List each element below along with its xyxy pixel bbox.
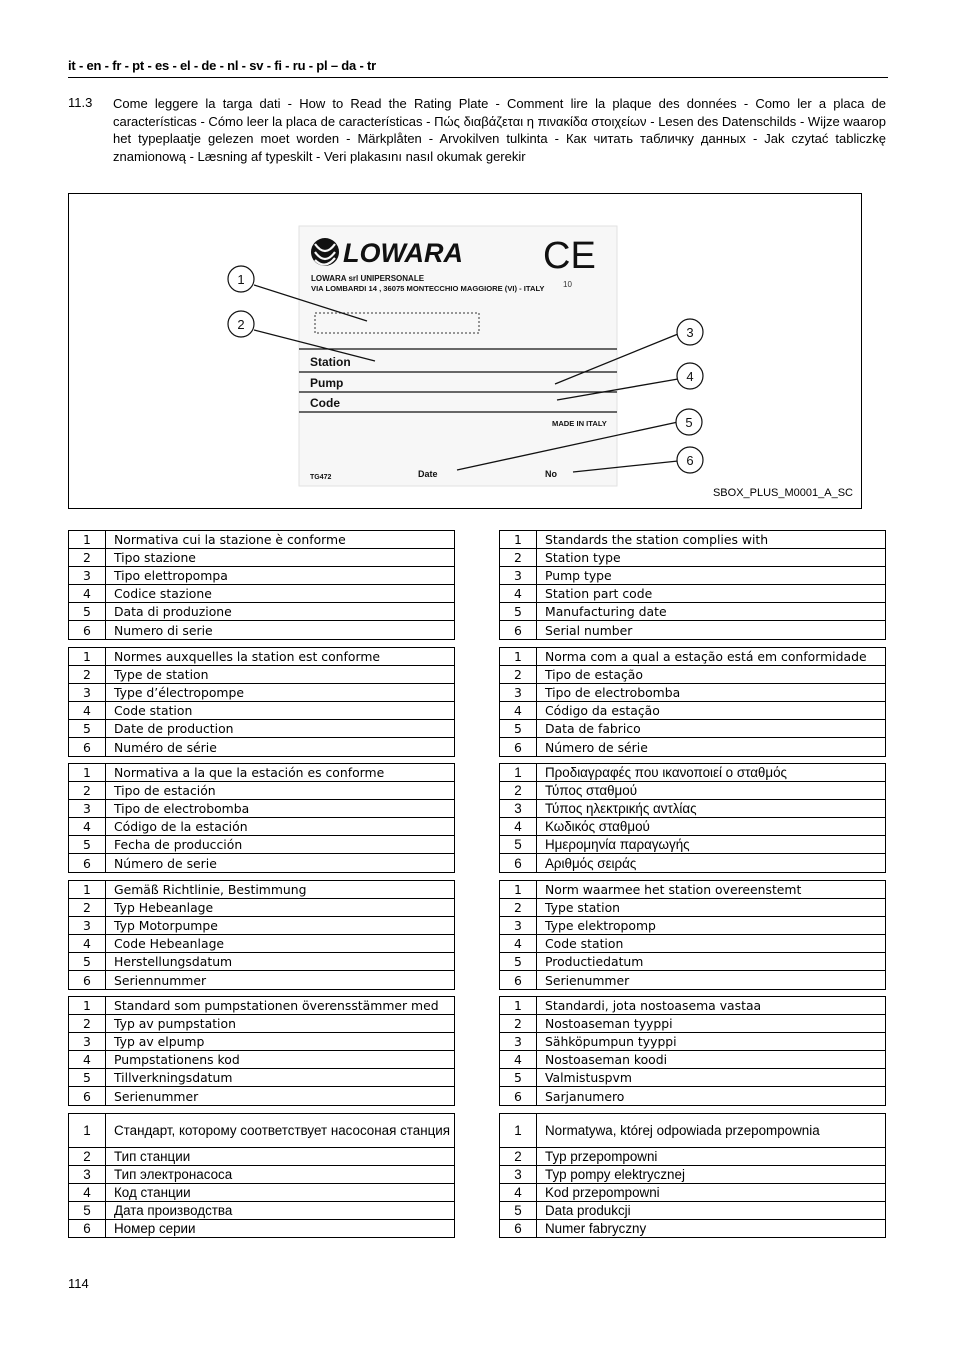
row-label: Tipo de estación	[106, 782, 455, 800]
row-number: 1	[500, 881, 537, 899]
table-pl	[499, 1113, 886, 1238]
row-number: 2	[69, 1148, 106, 1166]
row-number: 3	[69, 567, 106, 585]
row-number: 3	[500, 684, 537, 702]
table-row	[69, 702, 455, 720]
row-number: 4	[69, 702, 106, 720]
row-number: 3	[500, 567, 537, 585]
table-row	[69, 684, 455, 702]
table-row	[500, 1087, 886, 1105]
table-row	[69, 997, 455, 1015]
table-row	[500, 800, 886, 818]
row-label: Data de fabrico	[537, 720, 886, 738]
table-row	[69, 1202, 455, 1220]
row-label: Código de la estación	[106, 818, 455, 836]
row-label: Data di produzione	[106, 603, 455, 621]
row-label: Seriennummer	[106, 971, 455, 989]
table-row	[500, 935, 886, 953]
row-number: 4	[69, 935, 106, 953]
table-row	[69, 720, 455, 738]
row-number: 4	[500, 1184, 537, 1202]
figure-code: SBOX_PLUS_M0001_A_SC	[712, 487, 853, 499]
table-row	[69, 585, 455, 603]
row-number: 3	[500, 917, 537, 935]
table-row	[69, 531, 455, 549]
row-label: Tipo elettropompa	[106, 567, 455, 585]
row-label: Valmistuspvm	[537, 1069, 886, 1087]
row-label: Стандарт, которому соответствует насосоная станция	[106, 1114, 455, 1148]
table-row	[69, 764, 455, 782]
rating-plate-drawing	[69, 194, 863, 510]
table-row	[500, 603, 886, 621]
row-label: Ημερομηνία παραγωγής	[537, 836, 886, 854]
row-label: Numer fabryczny	[537, 1220, 886, 1238]
lowara-logo-icon	[311, 238, 339, 266]
table-row	[500, 1148, 886, 1166]
table-row	[500, 836, 886, 854]
row-number: 4	[69, 1184, 106, 1202]
table-row	[69, 800, 455, 818]
row-label: Code station	[537, 935, 886, 953]
row-number: 2	[69, 549, 106, 567]
table-row	[500, 666, 886, 684]
callout-3-label: 3	[686, 325, 694, 340]
table-row	[69, 1114, 455, 1148]
table-row	[69, 899, 455, 917]
header-divider	[68, 77, 888, 78]
row-label: Typ av pumpstation	[106, 1015, 455, 1033]
row-label: Numero di serie	[106, 621, 455, 639]
row-number: 1	[500, 1114, 537, 1148]
table-fr	[68, 647, 455, 757]
row-label: Typ av elpump	[106, 1033, 455, 1051]
row-number: 3	[500, 800, 537, 818]
table-row	[69, 971, 455, 989]
row-label: Nostoaseman tyyppi	[537, 1015, 886, 1033]
row-number: 5	[500, 953, 537, 971]
row-number: 2	[69, 782, 106, 800]
row-number: 1	[500, 648, 537, 666]
row-number: 1	[500, 997, 537, 1015]
row-label: Pumpstationens kod	[106, 1051, 455, 1069]
row-label: Serial number	[537, 621, 886, 639]
row-number: 3	[69, 1166, 106, 1184]
table-row	[69, 818, 455, 836]
row-label: Gemäß Richtlinie, Bestimmung	[106, 881, 455, 899]
row-number: 2	[500, 899, 537, 917]
row-number: 4	[69, 585, 106, 603]
row-number: 2	[500, 1015, 537, 1033]
row-label: Standards the station complies with	[537, 531, 886, 549]
table-row	[500, 738, 886, 756]
row-number: 1	[69, 1114, 106, 1148]
plate-field-code: Code	[310, 396, 340, 410]
table-row	[500, 1184, 886, 1202]
row-label: Data produkcji	[537, 1202, 886, 1220]
section-number: 11.3	[68, 95, 93, 110]
row-label: Standardi, jota nostoasema vastaa	[537, 997, 886, 1015]
row-number: 3	[69, 1033, 106, 1051]
row-number: 4	[69, 1051, 106, 1069]
table-row	[69, 935, 455, 953]
row-label: Norma com a qual a estação está em conformidade	[537, 648, 886, 666]
language-list: it - en - fr - pt - es - el - de - nl - sv - fi - ru - pl – da - tr	[68, 58, 376, 73]
row-number: 6	[69, 971, 106, 989]
row-label: Тип станции	[106, 1148, 455, 1166]
row-number: 1	[69, 531, 106, 549]
row-label: Número de serie	[106, 854, 455, 872]
table-row	[500, 1051, 886, 1069]
row-number: 3	[69, 917, 106, 935]
row-label: Tipo de electrobomba	[537, 684, 886, 702]
row-label: Manufacturing date	[537, 603, 886, 621]
row-label: Codice stazione	[106, 585, 455, 603]
table-row	[500, 621, 886, 639]
table-row	[500, 567, 886, 585]
table-row	[69, 782, 455, 800]
row-label: Sarjanumero	[537, 1087, 886, 1105]
table-row	[500, 899, 886, 917]
table-row	[69, 621, 455, 639]
table-row	[500, 764, 886, 782]
row-number: 2	[69, 1015, 106, 1033]
row-label: Typ Motorpumpe	[106, 917, 455, 935]
row-label: Tipo de estação	[537, 666, 886, 684]
table-it	[68, 530, 455, 640]
table-row	[500, 720, 886, 738]
row-label: Дата производства	[106, 1202, 455, 1220]
row-label: Nostoaseman koodi	[537, 1051, 886, 1069]
row-number: 5	[69, 836, 106, 854]
table-de	[68, 880, 455, 990]
row-number: 4	[500, 585, 537, 603]
table-row	[500, 1220, 886, 1238]
table-row	[69, 836, 455, 854]
row-number: 6	[69, 738, 106, 756]
table-row	[500, 1015, 886, 1033]
row-number: 3	[500, 1166, 537, 1184]
row-number: 5	[500, 1069, 537, 1087]
row-number: 4	[500, 702, 537, 720]
table-el	[499, 763, 886, 873]
callout-2-label: 2	[237, 317, 245, 332]
ce-mark: CE	[543, 235, 596, 277]
row-label: Normativa a la que la estación es conforme	[106, 764, 455, 782]
row-label: Standard som pumpstationen överensstämmer med	[106, 997, 455, 1015]
table-row	[500, 1069, 886, 1087]
callout-6-label: 6	[686, 453, 694, 468]
table-row	[69, 1051, 455, 1069]
table-row	[69, 1087, 455, 1105]
row-label: Номер серии	[106, 1220, 455, 1238]
table-row	[69, 648, 455, 666]
table-row	[69, 567, 455, 585]
row-number: 6	[500, 738, 537, 756]
table-row	[69, 1220, 455, 1238]
table-row	[500, 549, 886, 567]
row-number: 1	[69, 648, 106, 666]
row-label: Numéro de série	[106, 738, 455, 756]
section-title: Come leggere la targa dati - How to Read the Rating Plate - Comment lire la plaque des données - Como ler a placa de características - Cómo leer la placa de características - Πώς διαβάζεται η πινακίδα στοιχείων - Lesen des Datenschilds - Wijze waarop het typeplaatje gelezen moet worden - Märkplåten - Arvokilven tulkinta - Как читать табличку данных - Jak czytać tabliczkę znamionową - Læsning af typeskilt - Veri plakasını nasıl okumak gerekir	[113, 96, 886, 164]
row-label: Κωδικός σταθμού	[537, 818, 886, 836]
row-label: Código da estação	[537, 702, 886, 720]
row-label: Fecha de producción	[106, 836, 455, 854]
row-number: 2	[500, 549, 537, 567]
row-number: 1	[500, 764, 537, 782]
row-label: Tipo stazione	[106, 549, 455, 567]
table-row	[500, 684, 886, 702]
plate-company: LOWARA srl UNIPERSONALE	[311, 274, 425, 283]
row-label: Тип электронасоса	[106, 1166, 455, 1184]
row-number: 2	[69, 666, 106, 684]
table-row	[500, 1202, 886, 1220]
row-label: Τύπος σταθμού	[537, 782, 886, 800]
row-label: Pump type	[537, 567, 886, 585]
table-row	[69, 1033, 455, 1051]
row-number: 5	[69, 953, 106, 971]
row-label: Code Hebeanlage	[106, 935, 455, 953]
table-row	[69, 1069, 455, 1087]
row-number: 6	[69, 621, 106, 639]
made-in-label: MADE IN ITALY	[552, 419, 607, 428]
row-label: Αριθμός σειράς	[537, 854, 886, 872]
table-row	[500, 818, 886, 836]
row-label: Τύπος ηλεκτρικής αντλίας	[537, 800, 886, 818]
row-number: 6	[500, 621, 537, 639]
row-label: Typ Hebeanlage	[106, 899, 455, 917]
table-row	[69, 881, 455, 899]
row-number: 1	[69, 881, 106, 899]
row-number: 6	[69, 1220, 106, 1238]
row-label: Normatywa, której odpowiada przepompownia	[537, 1114, 886, 1148]
row-number: 6	[500, 1087, 537, 1105]
table-row	[500, 881, 886, 899]
table-row	[500, 702, 886, 720]
row-number: 1	[69, 764, 106, 782]
plate-no-label: No	[545, 469, 557, 479]
table-nl	[499, 880, 886, 990]
row-number: 4	[500, 1051, 537, 1069]
row-label: Код станции	[106, 1184, 455, 1202]
row-label: Serienummer	[106, 1087, 455, 1105]
row-label: Tipo de electrobomba	[106, 800, 455, 818]
table-pt	[499, 647, 886, 757]
row-label: Normes auxquelles la station est conforme	[106, 648, 455, 666]
row-number: 5	[69, 1202, 106, 1220]
table-row	[69, 666, 455, 684]
row-label: Type d’électropompe	[106, 684, 455, 702]
row-number: 5	[500, 603, 537, 621]
row-label: Date de production	[106, 720, 455, 738]
row-label: Tillverkningsdatum	[106, 1069, 455, 1087]
row-number: 5	[500, 836, 537, 854]
row-label: Typ pompy elektrycznej	[537, 1166, 886, 1184]
row-label: Kod przepompowni	[537, 1184, 886, 1202]
row-number: 3	[500, 1033, 537, 1051]
row-number: 2	[500, 782, 537, 800]
table-row	[500, 917, 886, 935]
row-label: Sähköpumpun tyyppi	[537, 1033, 886, 1051]
row-number: 1	[500, 531, 537, 549]
row-number: 2	[69, 899, 106, 917]
row-label: Norm waarmee het station overeenstemt	[537, 881, 886, 899]
table-row	[69, 854, 455, 872]
row-number: 5	[500, 720, 537, 738]
row-number: 1	[69, 997, 106, 1015]
row-number: 2	[500, 666, 537, 684]
plate-model: TG472	[310, 474, 332, 481]
row-number: 5	[69, 720, 106, 738]
row-label: Type elektropomp	[537, 917, 886, 935]
row-label: Code station	[106, 702, 455, 720]
row-number: 2	[500, 1148, 537, 1166]
plate-date-label: Date	[418, 469, 438, 479]
ce-number: 10	[563, 280, 572, 289]
table-en	[499, 530, 886, 640]
row-label: Herstellungsdatum	[106, 953, 455, 971]
rating-plate-figure	[68, 193, 862, 509]
table-row	[69, 1015, 455, 1033]
row-label: Station part code	[537, 585, 886, 603]
table-row	[500, 782, 886, 800]
row-number: 4	[69, 818, 106, 836]
row-label: Productiedatum	[537, 953, 886, 971]
row-number: 6	[500, 854, 537, 872]
table-row	[500, 1114, 886, 1148]
plate-field-pump: Pump	[310, 376, 344, 390]
table-row	[69, 953, 455, 971]
callout-1-label: 1	[237, 272, 245, 287]
plate-address: VIA LOMBARDI 14 , 36075 MONTECCHIO MAGGIORE (VI) - ITALY	[311, 284, 545, 293]
table-row	[69, 1148, 455, 1166]
row-label: Type station	[537, 899, 886, 917]
row-number: 5	[69, 603, 106, 621]
table-row	[500, 648, 886, 666]
table-row	[500, 1166, 886, 1184]
row-number: 3	[69, 684, 106, 702]
row-number: 5	[500, 1202, 537, 1220]
row-label: Número de série	[537, 738, 886, 756]
row-number: 4	[500, 935, 537, 953]
table-row	[69, 1184, 455, 1202]
row-label: Normativa cui la stazione è conforme	[106, 531, 455, 549]
table-row	[500, 971, 886, 989]
row-label: Type de station	[106, 666, 455, 684]
table-es	[68, 763, 455, 873]
table-row	[500, 997, 886, 1015]
row-number: 5	[69, 1069, 106, 1087]
row-number: 6	[500, 1220, 537, 1238]
table-ru	[68, 1113, 455, 1238]
table-row	[69, 603, 455, 621]
row-number: 6	[69, 1087, 106, 1105]
table-row	[69, 917, 455, 935]
table-row	[500, 1033, 886, 1051]
table-row	[69, 1166, 455, 1184]
page-number: 114	[68, 1276, 89, 1291]
table-sv	[68, 996, 455, 1106]
row-number: 6	[500, 971, 537, 989]
table-fi	[499, 996, 886, 1106]
plate-brand: LOWARA	[343, 238, 463, 268]
row-label: Serienummer	[537, 971, 886, 989]
row-label: Typ przepompowni	[537, 1148, 886, 1166]
table-row	[500, 953, 886, 971]
table-row	[500, 854, 886, 872]
row-label: Προδιαγραφές που ικανοποιεί ο σταθμός	[537, 764, 886, 782]
row-number: 4	[500, 818, 537, 836]
plate-field-station: Station	[310, 355, 351, 369]
table-row	[500, 531, 886, 549]
row-label: Station type	[537, 549, 886, 567]
table-row	[69, 738, 455, 756]
row-number: 6	[69, 854, 106, 872]
table-row	[500, 585, 886, 603]
callout-4-label: 4	[686, 369, 694, 384]
table-row	[69, 549, 455, 567]
row-number: 3	[69, 800, 106, 818]
callout-5-label: 5	[685, 415, 693, 430]
